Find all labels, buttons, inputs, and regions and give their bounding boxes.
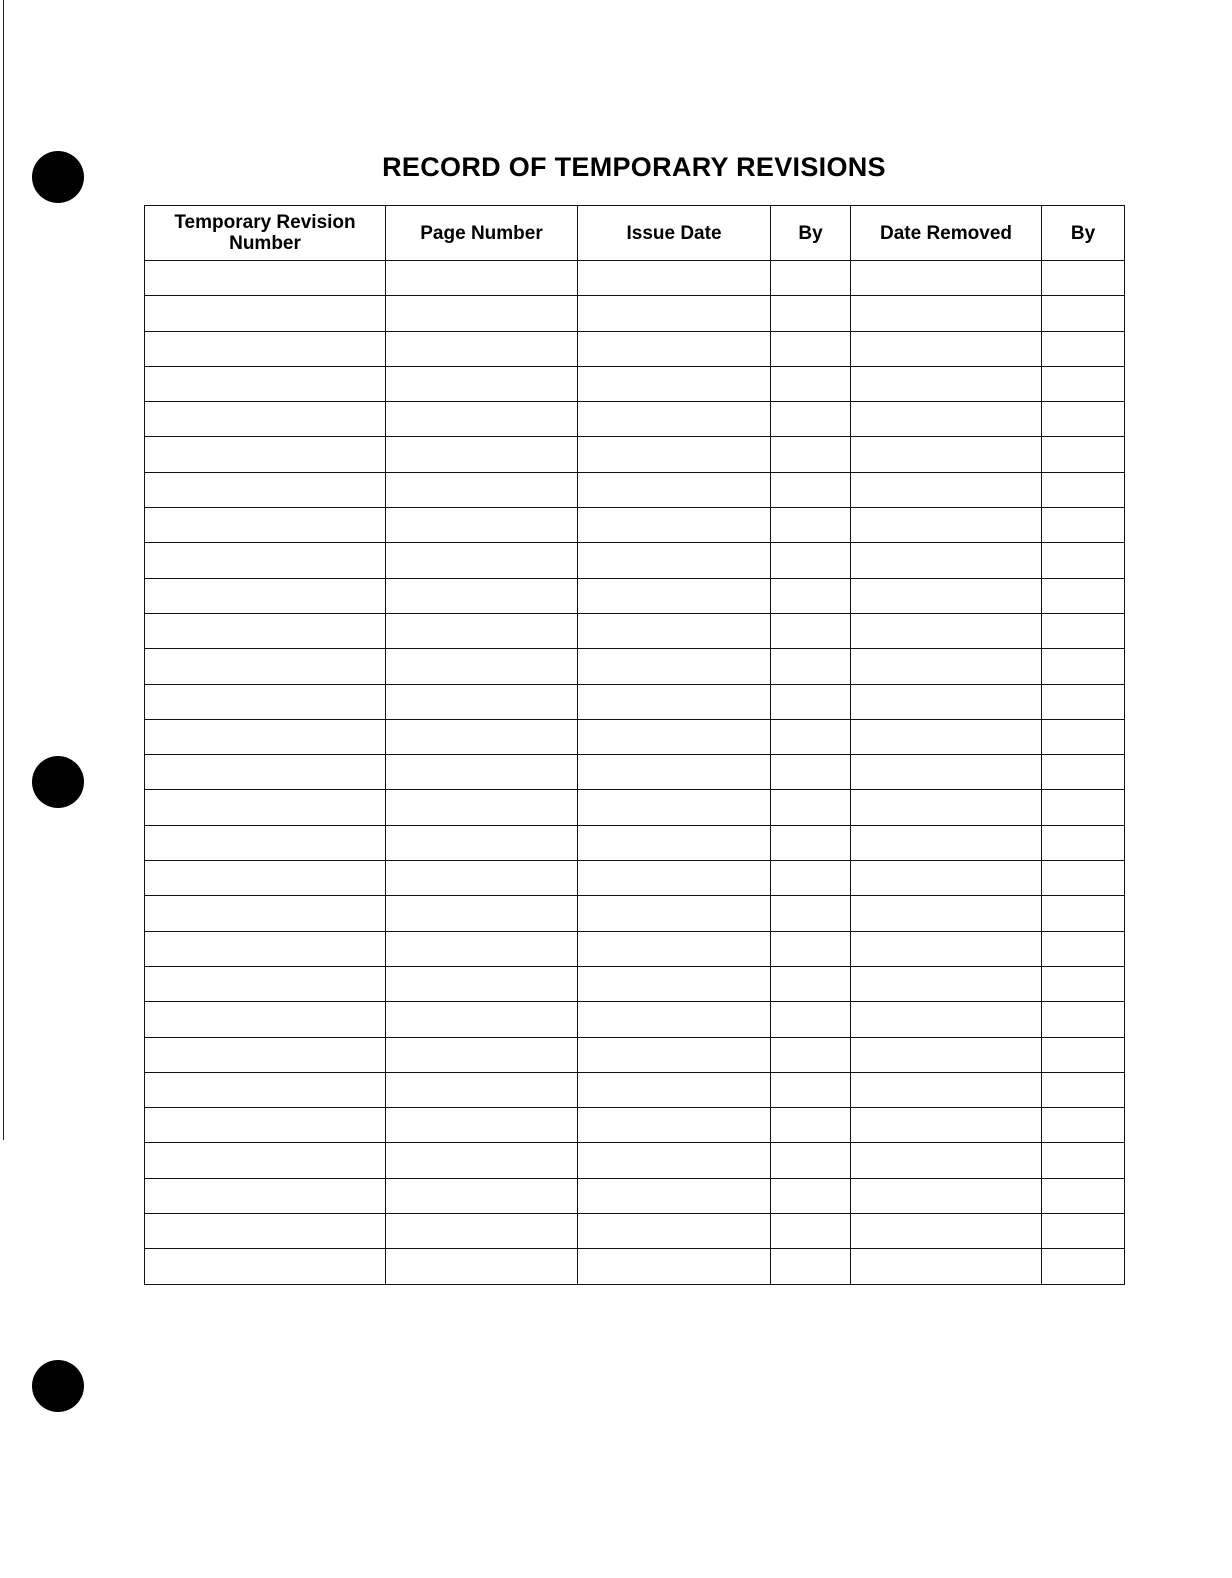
issue-date-cell[interactable] (578, 719, 771, 754)
table-row (145, 1143, 1125, 1178)
by-cell[interactable] (771, 543, 851, 578)
page-number-cell[interactable] (386, 402, 578, 437)
table-row (145, 1108, 1125, 1143)
revision-number-cell[interactable] (145, 966, 386, 1001)
table-row (145, 402, 1125, 437)
table-row (145, 966, 1125, 1001)
revision-number-cell[interactable] (145, 1108, 386, 1143)
issue-date-cell[interactable] (578, 613, 771, 648)
date-removed-cell[interactable] (851, 578, 1042, 613)
issue-date-cell[interactable] (578, 896, 771, 931)
by-cell[interactable] (771, 296, 851, 331)
revision-number-cell[interactable] (145, 755, 386, 790)
header-page-number: Page Number (386, 206, 578, 261)
by-cell[interactable] (771, 896, 851, 931)
page-number-cell[interactable] (386, 1143, 578, 1178)
issue-date-cell[interactable] (578, 296, 771, 331)
issue-date-cell[interactable] (578, 578, 771, 613)
by-cell[interactable] (771, 437, 851, 472)
issue-date-cell[interactable] (578, 331, 771, 366)
revision-number-cell[interactable] (145, 790, 386, 825)
table-row (145, 861, 1125, 896)
date-removed-cell[interactable] (851, 613, 1042, 648)
page-number-cell[interactable] (386, 966, 578, 1001)
page-number-cell[interactable] (386, 261, 578, 296)
table-row (145, 1214, 1125, 1249)
issue-date-cell[interactable] (578, 1214, 771, 1249)
page-number-cell[interactable] (386, 825, 578, 860)
table-body (145, 261, 1125, 1285)
by-cell[interactable] (771, 966, 851, 1001)
revision-number-cell[interactable] (145, 508, 386, 543)
page-number-cell[interactable] (386, 1072, 578, 1107)
date-removed-cell[interactable] (851, 1108, 1042, 1143)
page-number-cell[interactable] (386, 543, 578, 578)
date-removed-cell[interactable] (851, 437, 1042, 472)
issue-date-cell[interactable] (578, 790, 771, 825)
by-cell[interactable] (771, 649, 851, 684)
by-removed-cell[interactable] (1042, 755, 1125, 790)
by-removed-cell[interactable] (1042, 790, 1125, 825)
page-number-cell[interactable] (386, 861, 578, 896)
date-removed-cell[interactable] (851, 331, 1042, 366)
revision-number-cell[interactable] (145, 296, 386, 331)
by-removed-cell[interactable] (1042, 1214, 1125, 1249)
table-row (145, 896, 1125, 931)
table-row (145, 825, 1125, 860)
by-removed-cell[interactable] (1042, 543, 1125, 578)
date-removed-cell[interactable] (851, 684, 1042, 719)
revision-number-cell[interactable] (145, 437, 386, 472)
issue-date-cell[interactable] (578, 966, 771, 1001)
revision-number-cell[interactable] (145, 1002, 386, 1037)
table-row (145, 1072, 1125, 1107)
by-cell[interactable] (771, 578, 851, 613)
revision-number-cell[interactable] (145, 613, 386, 648)
by-cell[interactable] (771, 402, 851, 437)
table-row (145, 755, 1125, 790)
by-removed-cell[interactable] (1042, 684, 1125, 719)
page-number-cell[interactable] (386, 296, 578, 331)
by-removed-cell[interactable] (1042, 1178, 1125, 1213)
revision-number-cell[interactable] (145, 931, 386, 966)
by-removed-cell[interactable] (1042, 1143, 1125, 1178)
page-number-cell[interactable] (386, 508, 578, 543)
page-number-cell[interactable] (386, 366, 578, 401)
table-row (145, 296, 1125, 331)
page-number-cell[interactable] (386, 578, 578, 613)
table-header-row (145, 206, 1125, 261)
table-row (145, 261, 1125, 296)
revision-number-cell[interactable] (145, 1037, 386, 1072)
date-removed-cell[interactable] (851, 825, 1042, 860)
date-removed-cell[interactable] (851, 1002, 1042, 1037)
by-cell[interactable] (771, 825, 851, 860)
punch-hole-top (32, 151, 84, 203)
date-removed-cell[interactable] (851, 296, 1042, 331)
by-removed-cell[interactable] (1042, 896, 1125, 931)
by-removed-cell[interactable] (1042, 966, 1125, 1001)
by-removed-cell[interactable] (1042, 613, 1125, 648)
revision-number-cell[interactable] (145, 472, 386, 507)
by-cell[interactable] (771, 790, 851, 825)
punch-hole-middle (32, 756, 84, 808)
date-removed-cell[interactable] (851, 1178, 1042, 1213)
date-removed-cell[interactable] (851, 543, 1042, 578)
by-cell[interactable] (771, 366, 851, 401)
revision-number-cell[interactable] (145, 366, 386, 401)
by-cell[interactable] (771, 1214, 851, 1249)
by-removed-cell[interactable] (1042, 261, 1125, 296)
issue-date-cell[interactable] (578, 684, 771, 719)
punch-hole-bottom (32, 1360, 84, 1412)
by-cell[interactable] (771, 331, 851, 366)
page-number-cell[interactable] (386, 437, 578, 472)
revision-number-cell[interactable] (145, 896, 386, 931)
header-by: By (771, 206, 851, 261)
table-row (145, 931, 1125, 966)
page-number-cell[interactable] (386, 472, 578, 507)
page-number-cell[interactable] (386, 1249, 578, 1284)
date-removed-cell[interactable] (851, 861, 1042, 896)
page-number-cell[interactable] (386, 896, 578, 931)
revision-number-cell[interactable] (145, 1072, 386, 1107)
date-removed-cell[interactable] (851, 755, 1042, 790)
by-removed-cell[interactable] (1042, 1072, 1125, 1107)
page-number-cell[interactable] (386, 649, 578, 684)
by-removed-cell[interactable] (1042, 649, 1125, 684)
by-removed-cell[interactable] (1042, 296, 1125, 331)
page-number-cell[interactable] (386, 613, 578, 648)
issue-date-cell[interactable] (578, 1037, 771, 1072)
issue-date-cell[interactable] (578, 1072, 771, 1107)
by-removed-cell[interactable] (1042, 861, 1125, 896)
table-row (145, 543, 1125, 578)
page-number-cell[interactable] (386, 1178, 578, 1213)
page-number-cell[interactable] (386, 684, 578, 719)
by-removed-cell[interactable] (1042, 331, 1125, 366)
by-removed-cell[interactable] (1042, 578, 1125, 613)
by-cell[interactable] (771, 931, 851, 966)
by-cell[interactable] (771, 1037, 851, 1072)
table-row (145, 790, 1125, 825)
by-cell[interactable] (771, 1072, 851, 1107)
date-removed-cell[interactable] (851, 402, 1042, 437)
issue-date-cell[interactable] (578, 366, 771, 401)
issue-date-cell[interactable] (578, 755, 771, 790)
table-row (145, 1178, 1125, 1213)
table-row (145, 508, 1125, 543)
by-removed-cell[interactable] (1042, 1108, 1125, 1143)
revision-number-cell[interactable] (145, 861, 386, 896)
table-row (145, 331, 1125, 366)
header-issue-date: Issue Date (578, 206, 771, 261)
issue-date-cell[interactable] (578, 1178, 771, 1213)
by-removed-cell[interactable] (1042, 719, 1125, 754)
by-cell[interactable] (771, 1249, 851, 1284)
issue-date-cell[interactable] (578, 649, 771, 684)
table-row (145, 684, 1125, 719)
issue-date-cell[interactable] (578, 402, 771, 437)
date-removed-cell[interactable] (851, 366, 1042, 401)
table-row (145, 649, 1125, 684)
date-removed-cell[interactable] (851, 1214, 1042, 1249)
issue-date-cell[interactable] (578, 508, 771, 543)
by-removed-cell[interactable] (1042, 437, 1125, 472)
by-removed-cell[interactable] (1042, 366, 1125, 401)
date-removed-cell[interactable] (851, 790, 1042, 825)
issue-date-cell[interactable] (578, 825, 771, 860)
table-row (145, 472, 1125, 507)
by-cell[interactable] (771, 719, 851, 754)
by-removed-cell[interactable] (1042, 1037, 1125, 1072)
date-removed-cell[interactable] (851, 966, 1042, 1001)
date-removed-cell[interactable] (851, 472, 1042, 507)
date-removed-cell[interactable] (851, 649, 1042, 684)
revision-number-cell[interactable] (145, 1143, 386, 1178)
page-edge-line (3, 0, 4, 1140)
issue-date-cell[interactable] (578, 472, 771, 507)
date-removed-cell[interactable] (851, 508, 1042, 543)
by-cell[interactable] (771, 684, 851, 719)
issue-date-cell[interactable] (578, 1143, 771, 1178)
revision-number-cell[interactable] (145, 825, 386, 860)
table-row (145, 1002, 1125, 1037)
page-number-cell[interactable] (386, 1214, 578, 1249)
revision-number-cell[interactable] (145, 719, 386, 754)
table-row (145, 613, 1125, 648)
by-removed-cell[interactable] (1042, 825, 1125, 860)
page-number-cell[interactable] (386, 931, 578, 966)
header-by-removed: By (1042, 206, 1125, 261)
page-number-cell[interactable] (386, 755, 578, 790)
header-temporary-revision-number: Temporary Revision Number (145, 206, 386, 261)
by-cell[interactable] (771, 508, 851, 543)
date-removed-cell[interactable] (851, 1249, 1042, 1284)
date-removed-cell[interactable] (851, 1072, 1042, 1107)
revision-number-cell[interactable] (145, 649, 386, 684)
by-cell[interactable] (771, 861, 851, 896)
page-number-cell[interactable] (386, 1108, 578, 1143)
by-cell[interactable] (771, 1108, 851, 1143)
page-title: RECORD OF TEMPORARY REVISIONS (382, 152, 886, 182)
by-cell[interactable] (771, 472, 851, 507)
revision-number-cell[interactable] (145, 578, 386, 613)
date-removed-cell[interactable] (851, 1037, 1042, 1072)
by-cell[interactable] (771, 261, 851, 296)
by-removed-cell[interactable] (1042, 472, 1125, 507)
by-removed-cell[interactable] (1042, 508, 1125, 543)
by-cell[interactable] (771, 1002, 851, 1037)
page-number-cell[interactable] (386, 331, 578, 366)
revision-number-cell[interactable] (145, 684, 386, 719)
issue-date-cell[interactable] (578, 861, 771, 896)
by-cell[interactable] (771, 1178, 851, 1213)
by-cell[interactable] (771, 613, 851, 648)
page-number-cell[interactable] (386, 719, 578, 754)
date-removed-cell[interactable] (851, 261, 1042, 296)
page-number-cell[interactable] (386, 790, 578, 825)
table-row (145, 1037, 1125, 1072)
date-removed-cell[interactable] (851, 719, 1042, 754)
issue-date-cell[interactable] (578, 931, 771, 966)
by-removed-cell[interactable] (1042, 402, 1125, 437)
issue-date-cell[interactable] (578, 543, 771, 578)
revision-number-cell[interactable] (145, 1178, 386, 1213)
revision-number-cell[interactable] (145, 402, 386, 437)
by-removed-cell[interactable] (1042, 1249, 1125, 1284)
revision-number-cell[interactable] (145, 331, 386, 366)
by-removed-cell[interactable] (1042, 1002, 1125, 1037)
date-removed-cell[interactable] (851, 931, 1042, 966)
by-cell[interactable] (771, 755, 851, 790)
issue-date-cell[interactable] (578, 1002, 771, 1037)
table-row (145, 1249, 1125, 1284)
revision-number-cell[interactable] (145, 261, 386, 296)
date-removed-cell[interactable] (851, 896, 1042, 931)
by-removed-cell[interactable] (1042, 931, 1125, 966)
page-number-cell[interactable] (386, 1037, 578, 1072)
revision-number-cell[interactable] (145, 1214, 386, 1249)
date-removed-cell[interactable] (851, 1143, 1042, 1178)
by-cell[interactable] (771, 1143, 851, 1178)
page-number-cell[interactable] (386, 1002, 578, 1037)
table-row (145, 719, 1125, 754)
issue-date-cell[interactable] (578, 1249, 771, 1284)
table-row (145, 578, 1125, 613)
header-date-removed: Date Removed (851, 206, 1042, 261)
table-row (145, 437, 1125, 472)
revision-number-cell[interactable] (145, 1249, 386, 1284)
revision-number-cell[interactable] (145, 543, 386, 578)
issue-date-cell[interactable] (578, 1108, 771, 1143)
issue-date-cell[interactable] (578, 261, 771, 296)
revision-record-table (144, 205, 1125, 1285)
issue-date-cell[interactable] (578, 437, 771, 472)
table-row (145, 366, 1125, 401)
